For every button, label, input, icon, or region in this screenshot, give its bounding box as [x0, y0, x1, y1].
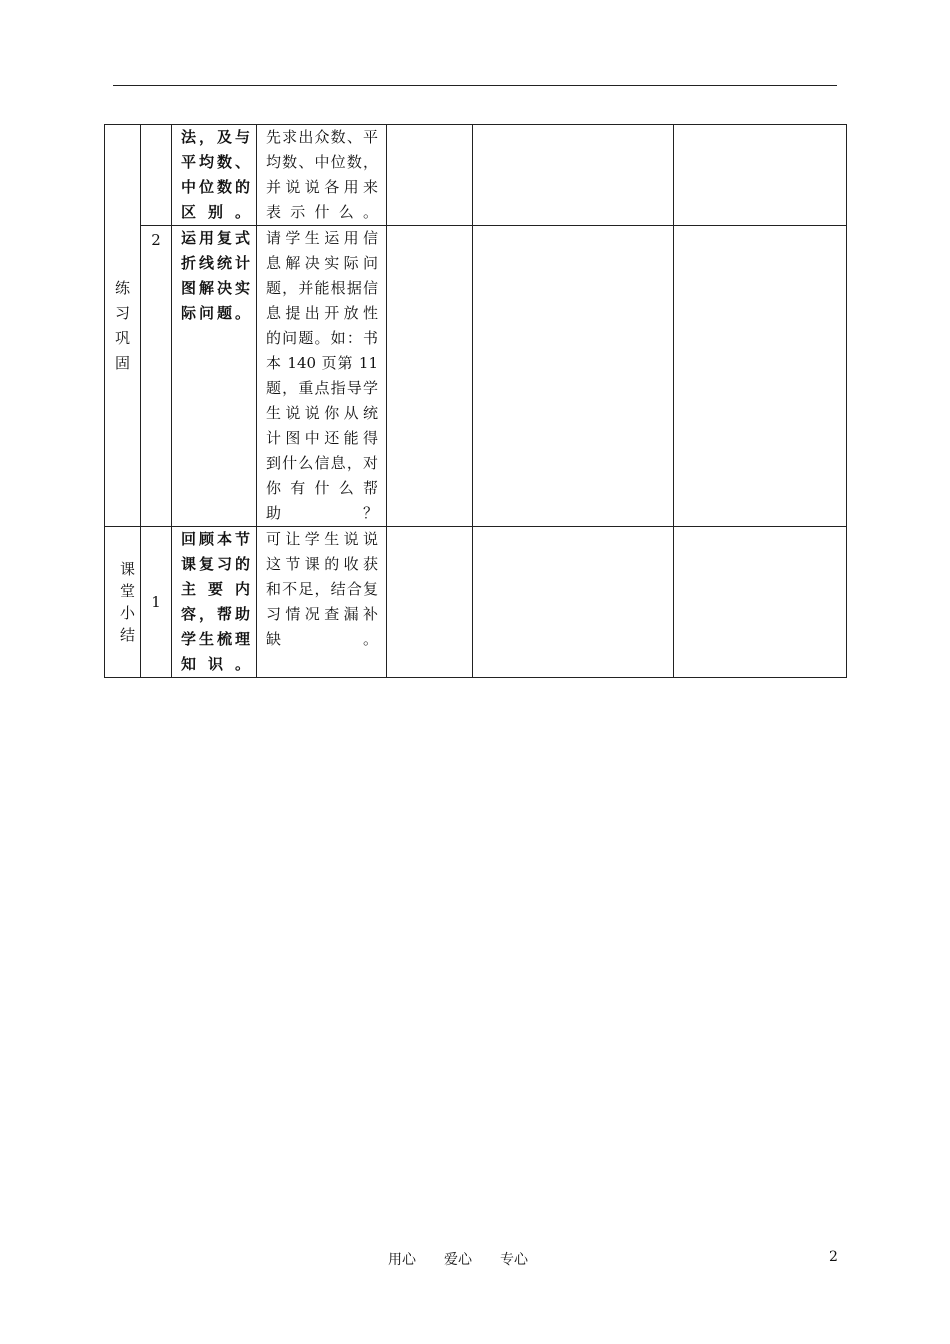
text-line: 缺。	[266, 630, 378, 648]
section-text: 练习巩固	[114, 278, 130, 372]
table-row	[105, 226, 847, 527]
empty-cell	[387, 527, 473, 678]
text-line: 题，重点指导学	[266, 379, 378, 397]
item-activity	[257, 226, 387, 527]
text-line: 的问题。如：书	[266, 329, 378, 347]
footer-word: 用心	[388, 1252, 416, 1268]
text-line: 息提出开放性	[266, 304, 378, 322]
empty-cell	[473, 226, 674, 527]
text-line: 容，帮助	[181, 605, 250, 623]
section-label-practice	[105, 125, 141, 527]
text-line: 际问题。	[181, 304, 250, 322]
section-text: 课堂小结	[119, 560, 135, 644]
footer-word: 爱心	[444, 1252, 472, 1268]
text-line: 并说说各用来	[266, 178, 378, 196]
text-line: 先求出众数、平	[266, 128, 378, 146]
footer-motto	[388, 1249, 528, 1269]
text-line: 和不足，结合复	[266, 580, 378, 598]
table-row	[105, 125, 847, 226]
item-activity	[257, 527, 387, 678]
text-line: 知识。	[181, 655, 250, 673]
text-line: 你 有 什 么 帮	[266, 479, 378, 497]
empty-cell	[674, 527, 847, 678]
text-line: 图解决实	[181, 279, 250, 297]
text-line: 折线统计	[181, 254, 250, 272]
section-label-summary	[105, 527, 141, 678]
text-line: 回顾本节	[181, 530, 250, 548]
text-line: 均数、中位数，	[266, 153, 378, 171]
text-line: 题，并能根据信	[266, 279, 378, 297]
item-content	[172, 226, 257, 527]
text-line: 区别。	[181, 203, 250, 221]
empty-cell	[387, 125, 473, 226]
lesson-plan-table	[104, 124, 847, 678]
header-rule	[113, 85, 837, 86]
item-content	[172, 527, 257, 678]
item-number: 2	[141, 226, 172, 527]
empty-cell	[674, 226, 847, 527]
text-line: 本 140 页第 11	[266, 354, 378, 372]
text-line: 中位数的	[181, 178, 250, 196]
table-row	[105, 527, 847, 678]
empty-cell	[387, 226, 473, 527]
text-line: 运用复式	[181, 229, 250, 247]
footer-word: 专心	[500, 1252, 528, 1268]
item-number	[141, 125, 172, 226]
text-line: 请学生运用信	[266, 229, 378, 247]
text-line: 法，及与	[181, 128, 250, 146]
item-activity	[257, 125, 387, 226]
text-line: 到什么信息，对	[266, 454, 378, 472]
text-line: 计图中还能得	[266, 429, 378, 447]
text-line: 助？	[266, 504, 378, 522]
item-number: 1	[141, 527, 172, 678]
text-line: 学生梳理	[181, 630, 250, 648]
item-content	[172, 125, 257, 226]
text-line: 主 要 内	[181, 580, 250, 598]
text-line: 息解决实际问	[266, 254, 378, 272]
page-number: 2	[829, 1249, 838, 1265]
text-line: 表示什么。	[266, 203, 378, 221]
empty-cell	[674, 125, 847, 226]
text-line: 可让学生说说	[266, 530, 378, 548]
text-line: 生说说你从统	[266, 404, 378, 422]
text-line: 习情况查漏补	[266, 605, 378, 623]
empty-cell	[473, 527, 674, 678]
text-line: 课复习的	[181, 555, 250, 573]
text-line: 平均数、	[181, 153, 250, 171]
text-line: 这节课的收获	[266, 555, 378, 573]
empty-cell	[473, 125, 674, 226]
